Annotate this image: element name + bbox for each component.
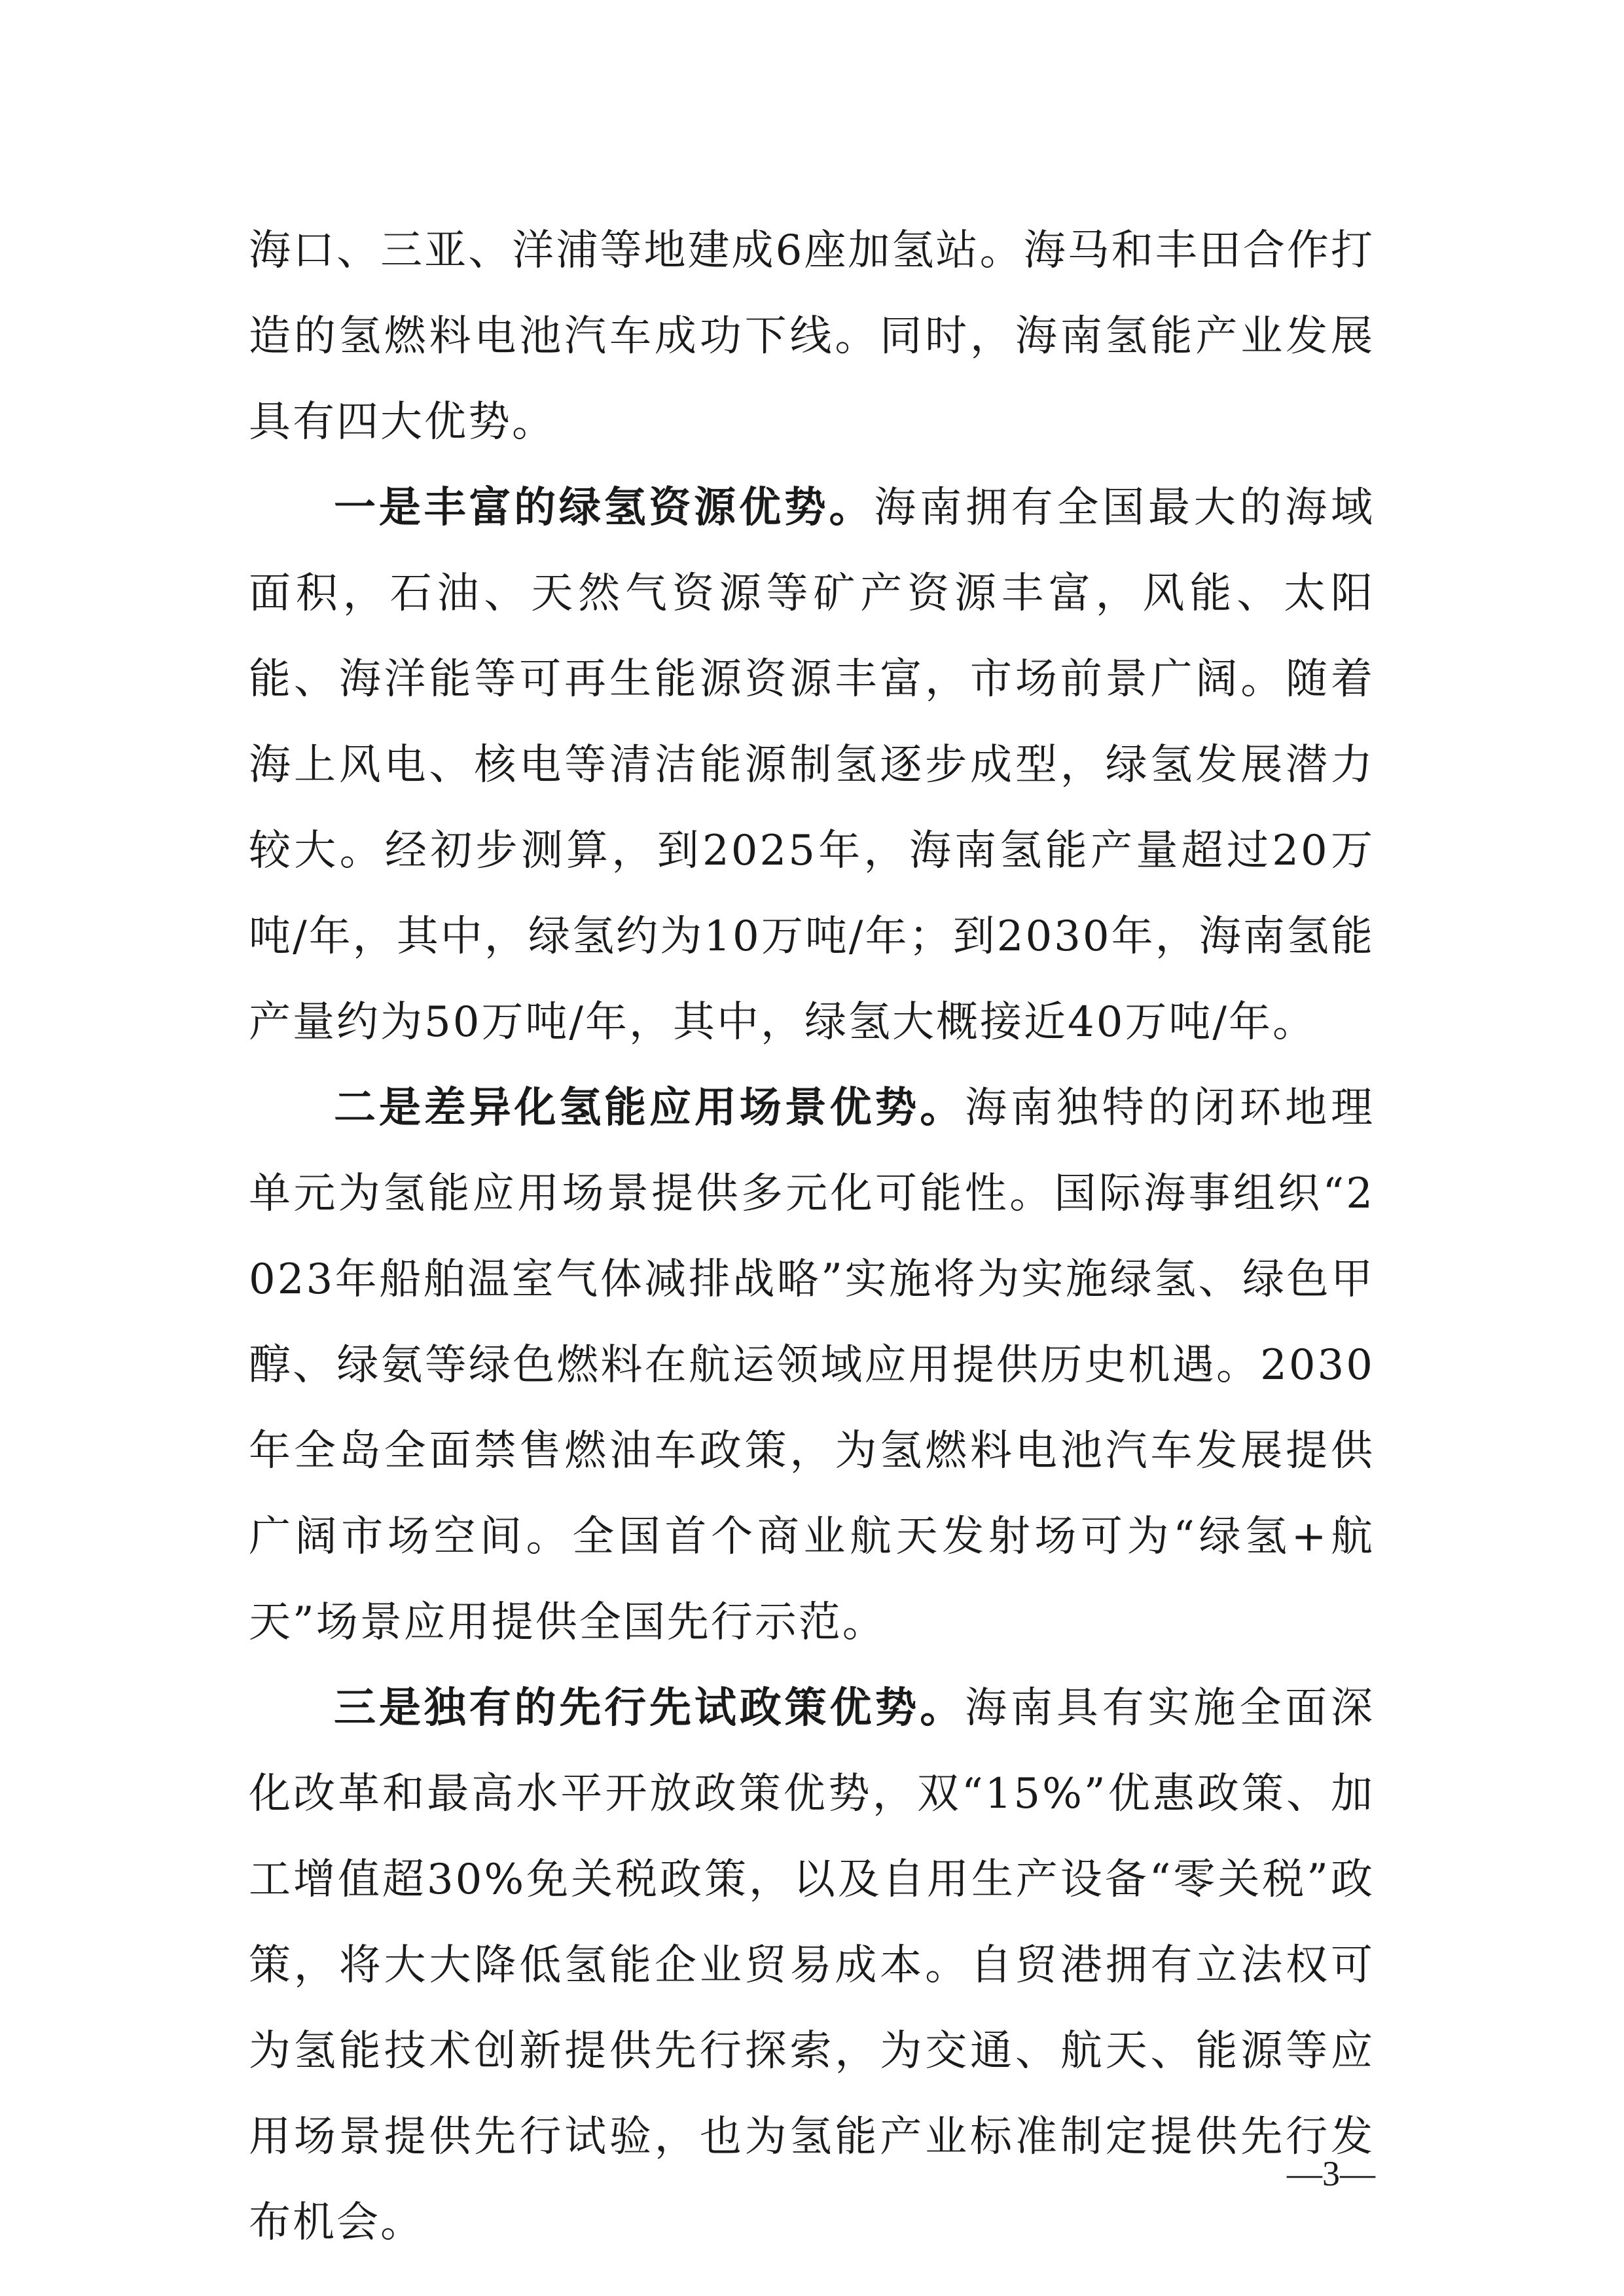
- paragraph-text: 海南具有实施全面深化改革和最高水平开放政策优势，双“15%”优惠政策、加工增值超30%免关税政策，以及自用生产设备“零关税”政策，将大大降低氢能企业贸易成本。自贸港拥有立法权可为氢能技术创新提供先行探索，为交通、航天、能源等应用场景提供先行试验，也为氢能产业标准制定提供先行发布机会。: [249, 1684, 1375, 2247]
- paragraph-text: 海南拥有全国最大的海域面积，石油、天然气资源等矿产资源丰富，风能、太阳能、海洋能等可再生能源资源丰富，市场前景广阔。随着海上风电、核电等清洁能源制氢逐步成型，绿氢发展潜力较大。经初步测算，到2025年，海南氢能产量超过20万吨/年，其中，绿氢约为10万吨/年；到2030年，海南氢能产量约为50万吨/年，其中，绿氢大概接近40万吨/年。: [249, 484, 1375, 1047]
- paragraph-text: 海口、三亚、洋浦等地建成6座加氢站。海马和丰田合作打造的氢燃料电池汽车成功下线。同时，海南氢能产业发展具有四大优势。: [249, 226, 1375, 446]
- paragraph-lead-heading: 一是丰富的绿氢资源优势。: [334, 484, 875, 532]
- document-body: [249, 208, 1375, 2266]
- paragraph-lead-heading: 三是独有的先行先试政策优势。: [334, 1684, 965, 1732]
- paragraph-policy-advantages: [249, 1666, 1375, 2266]
- paragraph-application-scenarios: [249, 1066, 1375, 1666]
- paragraph-text: 海南独特的闭环地理单元为氢能应用场景提供多元化可能性。国际海事组织“2023年船舶温室气体减排战略”实施将为实施绿氢、绿色甲醇、绿氨等绿色燃料在航运领域应用提供历史机遇。2030年全岛全面禁售燃油车政策，为氢燃料电池汽车发展提供广阔市场空间。全国首个商业航天发射场可为“绿氢+航天”场景应用提供全国先行示范。: [249, 1084, 1375, 1647]
- page-number: —3—: [1287, 2154, 1375, 2193]
- paragraph-green-hydrogen-resources: [249, 465, 1375, 1066]
- paragraph-lead-heading: 二是差异化氢能应用场景优势。: [334, 1084, 965, 1132]
- paragraph-continuation: [249, 208, 1375, 465]
